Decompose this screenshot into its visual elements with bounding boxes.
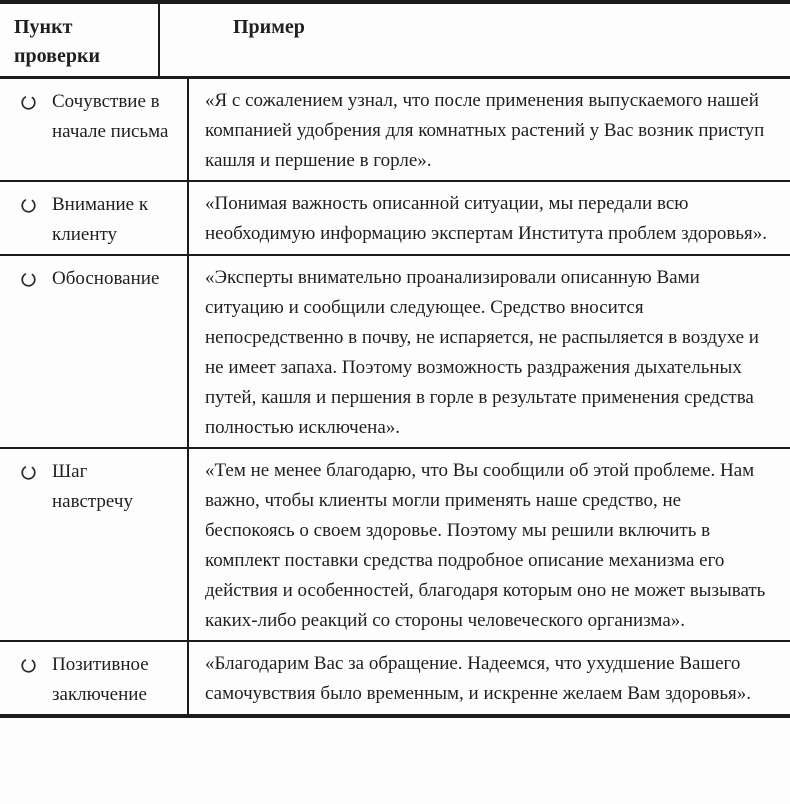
table-row: [0, 182, 790, 256]
check-point-cell: [0, 182, 189, 254]
example-cell: [189, 79, 790, 180]
table-row: [0, 256, 790, 449]
example-text: «Благодарим Вас за обращение. Надеемся, что ухудшение Вашего самочувствия было временным, и искренне желаем Вам здоровья».: [205, 653, 752, 704]
example-cell: [189, 256, 790, 447]
header-cell-check-point: [0, 4, 160, 76]
open-circle-icon: [20, 197, 37, 214]
example-cell: [189, 449, 790, 640]
example-cell: [189, 182, 790, 254]
check-point-label: Внимание к клиенту: [52, 194, 149, 245]
check-point-cell: [0, 449, 189, 640]
table-header-row: [0, 4, 790, 79]
example-text: «Тем не менее благодарю, что Вы сообщили об этой проблеме. Нам важно, чтобы клиенты могли применять наше средство, не беспокоясь о своем здоровье. Поэтому мы решили включить в комплект поставки средства подробное описание механизма его действия и особенностей, благодаря которым оно не может вызывать каких-либо реакций со стороны человеческого организма».: [205, 460, 766, 631]
open-circle-icon: [20, 464, 37, 481]
table-row: [0, 642, 790, 714]
example-text: «Я с сожалением узнал, что после применения выпускаемого нашей компанией удобрения для комнатных растений у Вас возник приступ кашля и першение в горле».: [205, 90, 765, 171]
check-point-cell: [0, 256, 189, 447]
table-row: [0, 449, 790, 642]
check-point-cell: [0, 642, 189, 714]
open-circle-icon: [20, 271, 37, 288]
example-text: «Понимая важность описанной ситуации, мы передали всю необходимую информацию экспертам Института проблем здоровья».: [205, 193, 768, 244]
open-circle-icon: [20, 94, 37, 111]
table-body: [0, 79, 790, 714]
check-point-label: Шаг навстречу: [52, 461, 133, 512]
check-point-label: Обоснование: [52, 268, 160, 289]
check-point-label: Сочувствие в начале письма: [52, 91, 169, 142]
check-point-label: Позитивное заключение: [52, 654, 149, 705]
open-circle-icon: [20, 657, 37, 674]
example-cell: [189, 642, 790, 714]
header-label-example: Пример: [233, 16, 305, 38]
example-text: «Эксперты внимательно проанализировали описанную Вами ситуацию и сообщили следующее. Средство вносится непосредственно в почву, не испаряется, не распыляется в воздухе и не имеет запаха. Поэтому возможность раздражения дыхательных путей, кашля и першения в горле в результате применения средства полностью исключена».: [205, 267, 759, 438]
header-cell-example: [189, 4, 790, 76]
table-row: [0, 79, 790, 182]
check-point-cell: [0, 79, 189, 180]
header-label-check-point: Пункт проверки: [14, 16, 100, 67]
